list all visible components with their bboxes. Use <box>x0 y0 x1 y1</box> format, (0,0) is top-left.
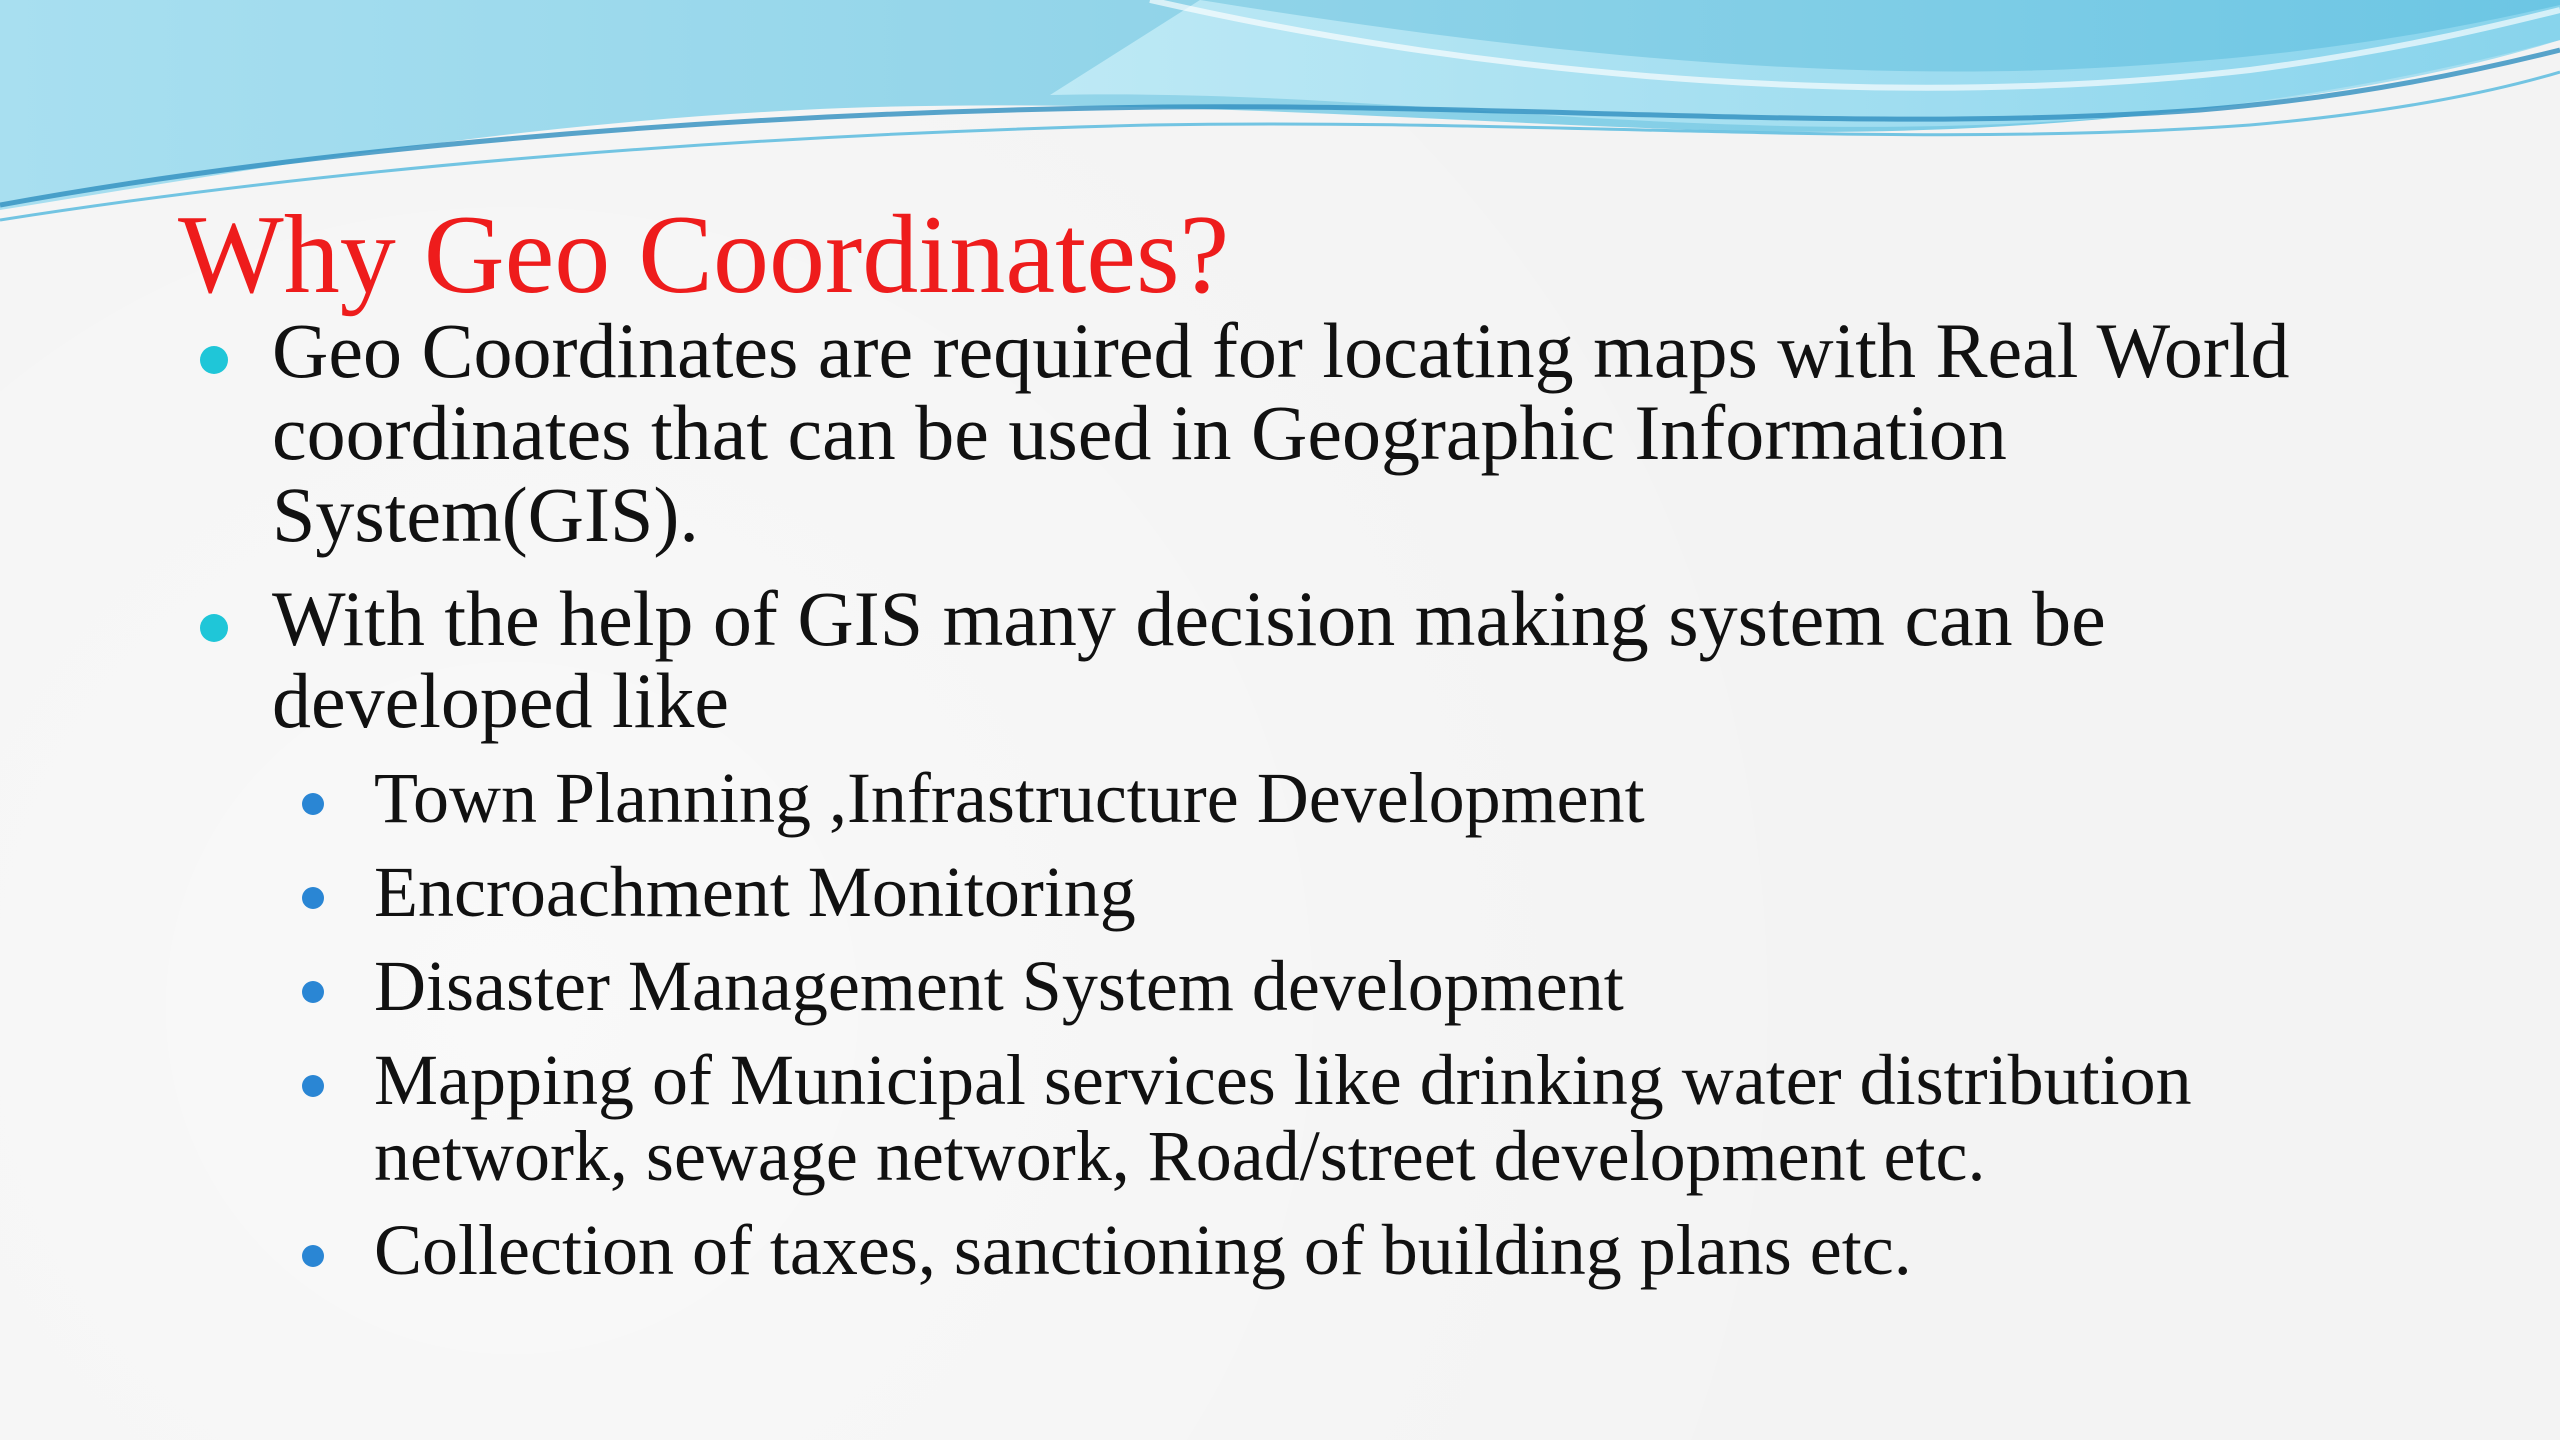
sub-bullet-dot-icon <box>302 1075 324 1097</box>
sub-bullet-item <box>272 854 2480 930</box>
slide-title: Why Geo Coordinates? <box>178 193 1230 317</box>
sub-bullet-text: Town Planning ,Infrastructure Development <box>374 758 1645 838</box>
bullet-text: Geo Coordinates are required for locating maps with Real World coordinates that can be used in Geographic Information System(GIS). <box>272 307 2290 558</box>
bullet-text: With the help of GIS many decision making system can be developed like <box>272 575 2106 744</box>
bullet-item <box>180 307 2480 558</box>
bullet-dot-icon <box>200 614 228 642</box>
sub-bullet-text: Collection of taxes, sanctioning of building plans etc. <box>374 1210 1912 1290</box>
sub-bullet-text: Mapping of Municipal services like drinking water distribution network, sewage network, Road/street development etc. <box>374 1040 2192 1196</box>
sub-bullet-text: Encroachment Monitoring <box>374 852 1136 932</box>
sub-bullet-list <box>272 760 2480 1288</box>
sub-bullet-dot-icon <box>302 887 324 909</box>
sub-bullet-item <box>272 1042 2480 1194</box>
sub-bullet-item <box>272 1212 2480 1288</box>
sub-bullet-text: Disaster Management System development <box>374 946 1624 1026</box>
bullet-item <box>180 575 2480 1290</box>
sub-bullet-item <box>272 948 2480 1024</box>
sub-bullet-dot-icon <box>302 981 324 1003</box>
bullet-list <box>180 307 2480 1290</box>
sub-bullet-item <box>272 760 2480 836</box>
bullet-dot-icon <box>200 346 228 374</box>
sub-bullet-dot-icon <box>302 1245 324 1267</box>
sub-bullet-dot-icon <box>302 793 324 815</box>
slide-content <box>180 307 2480 1310</box>
